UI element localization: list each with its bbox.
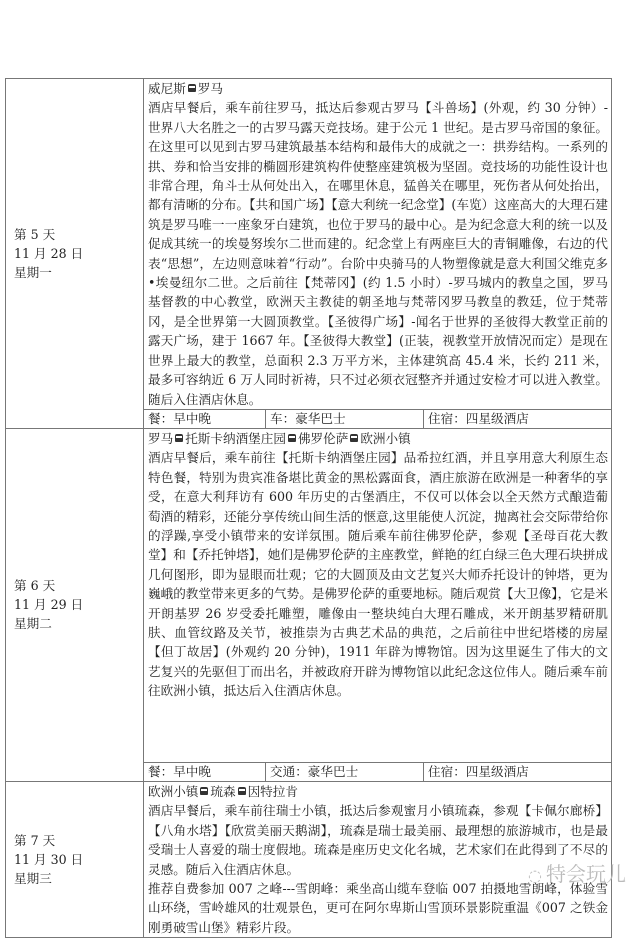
day-number: 第 7 天 <box>14 833 56 849</box>
watermark: ◌ 特会玩儿 <box>528 862 626 886</box>
transport: 交通：豪华巴士 <box>266 762 424 781</box>
route-stop: 罗马 <box>148 430 174 446</box>
description: 酒店早餐后，乘车前往瑞士小镇，抵达后参观蜜月小镇琉森，参观【卡佩尔廊桥】【八角水塔】【欣赏美丽天鹅湖】，琉森是瑞士最美丽、最理想的旅游城市，也是最受瑞士人喜爱的瑞士度假地。琉森是座历史文化名城，艺术家们在此得到了不尽的灵感。随后入住酒店休息。 <box>148 803 608 877</box>
day-content <box>144 79 612 410</box>
route-stop: 托斯卡纳酒堡庄园 <box>185 430 286 446</box>
hotel: 住宿：四星级酒店 <box>424 762 612 781</box>
meals: 餐：早中晚 <box>144 409 266 428</box>
day-row <box>6 428 612 762</box>
bus-icon <box>175 434 183 442</box>
day-weekday: 星期三 <box>14 871 52 887</box>
bus-icon <box>200 787 208 795</box>
route <box>148 429 608 448</box>
route-stop: 因特拉肯 <box>247 783 298 799</box>
itinerary-table <box>5 78 612 938</box>
day-number: 第 6 天 <box>14 578 56 594</box>
route-stop: 威尼斯 <box>148 81 186 96</box>
route-stop: 佛罗伦萨 <box>297 430 349 446</box>
bus-icon <box>238 787 246 795</box>
route <box>148 782 608 801</box>
day-row <box>6 79 612 410</box>
bus-icon <box>288 434 296 442</box>
description: 酒店早餐后，乘车前往【托斯卡纳酒堡庄园】品希拉红酒，并且享用意大利原生态特色餐，特别为贵宾准备堪比黄金的黑松露面食，酒庄旅游在欧洲是一种奢华的享受，在意大利拜访有 600 年历史的古堡酒庄，不仅可以体会以全天然方式酿造葡萄酒的精彩，还能分享传统山间生活的惬意,这里能使人沉淀，抛离社会交际带给你的浮躁,享受小镇带来的安详氛围。随后乘车前往佛罗伦萨，参观【圣母百花大教堂】和【乔托钟塔】，她们是佛罗伦萨的主座教堂，鲜艳的红白绿三色大理石块拼成几何图形，即为显眼而壮观；它的大圆顶及由文艺复兴大师乔托设计的钟塔，更为巍峨的教堂带来更多的气势。是佛罗伦萨的重要地标。随后观赏【大卫像】，它是米开朗基罗 26 岁受委托雕塑，雕像由一整块纯白大理石雕成，米开朗基罗精研肌肤、血管纹路及关节，被推崇为古典艺术品的典范，之后前往中世纪塔楼的房屋【但丁故居】(外观约 20 分钟)，1911 年辟为博物馆。因为这里诞生了伟大的文艺复兴的先驱但丁而出名，并被政府开辟为博物馆以此纪念这位伟人。随后乘车前往欧洲小镇，抵达后入住酒店休息。 <box>148 450 608 699</box>
day-cell <box>6 428 144 781</box>
day-date: 11 月 30 日 <box>14 852 84 868</box>
route-stop: 罗马 <box>197 81 223 96</box>
day-weekday: 星期二 <box>14 616 52 632</box>
day-cell <box>6 79 144 429</box>
day-cell <box>6 781 144 937</box>
day-weekday: 星期一 <box>14 264 52 280</box>
optional-tour: 推荐自费参加 007 之峰---雪朗峰：乘坐高山缆车登临 007 拍摄地雪朗峰，体验雪山环绕，雪岭雄风的壮观景色，更可在阿尔卑斯山雪顶环景影院重温《007 之铁金刚勇破雪山堡》精彩片段。 <box>148 880 608 935</box>
bus-icon <box>188 84 196 92</box>
day-date: 11 月 29 日 <box>14 597 84 613</box>
route-stop: 欧洲小镇 <box>148 783 199 799</box>
route-stop: 欧洲小镇 <box>360 430 411 446</box>
description: 酒店早餐后，乘车前往罗马，抵达后参观古罗马【斗兽场】(外观，约 30 分钟）-世界八大名胜之一的古罗马露天竞技场。建于公元 1 世纪。是古罗马帝国的象征。在这里可以见到古罗马建筑最基本结构和最伟大的成就之一：拱券结构。一系列的拱、券和恰当安排的椭圆形建筑构件使整座建筑极为坚固。竞技场的功能性设计也非常合理，角斗士从何处出入，在哪里休息，猛兽关在哪里，死伤者从何处抬出，都有清晰的分布。【共和国广场】【意大利统一纪念堂】(车览）这座高大的大理石建筑是罗马唯一一座象牙白建筑，也位于罗马的最中心。是为纪念意大利的统一以及促成其统一的埃曼努埃尔二世而建的。纪念堂上有两座巨大的青铜雕像，右边的代表“思想”，左边则意味着“行动”。台阶中央骑马的人物塑像就是意大利国父维克多•埃曼纽尔二世。之后前往【梵蒂冈】(约 1.5 小时）-罗马城内的教皇之国，罗马基督教的中心教堂，欧洲天主教徒的朝圣地与梵蒂冈罗马教皇的教廷，位于梵蒂冈，是全世界第一大圆顶教堂。【圣彼得广场】-闻名于世界的圣彼得大教堂正前的露天广场，建于 1667 年。【圣彼得大教堂】(正装，视教堂开放情况而定）是现在世界上最大的教堂，总面积 2.3 万平方米，主体建筑高 45.4 米，长约 211 米，最多可容纳近 6 万人同时祈祷，只不过必须衣冠整齐并通过安检才可以进入教堂。随后入住酒店休息。 <box>148 100 608 407</box>
wechat-icon: ◌ <box>528 866 542 885</box>
route-stop: 琉森 <box>210 783 236 799</box>
day-date: 11 月 28 日 <box>14 245 84 261</box>
bus-icon <box>350 434 358 442</box>
route <box>148 79 608 98</box>
day-content <box>144 428 612 762</box>
transport: 车：豪华巴士 <box>266 409 424 428</box>
day-number: 第 5 天 <box>14 226 56 242</box>
meals: 餐：早中晚 <box>144 762 266 781</box>
day-row <box>6 781 612 937</box>
hotel: 住宿：四星级酒店 <box>424 409 612 428</box>
